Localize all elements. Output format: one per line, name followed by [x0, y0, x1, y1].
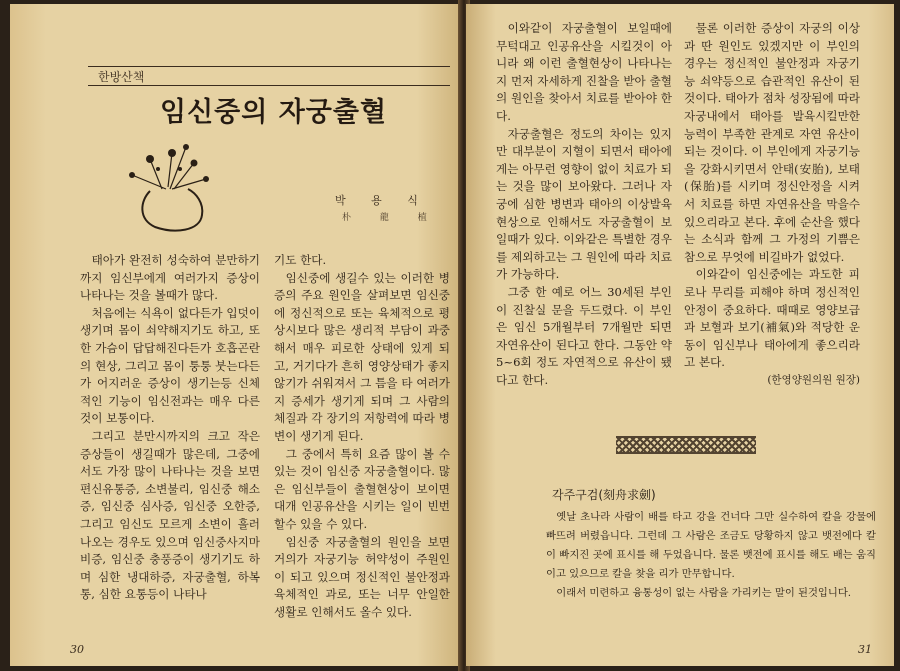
- paragraph: 옛날 초나라 사람이 배를 타고 강을 건너다 그만 실수하여 칼을 강물에 빠뜨려 버렸읍니다. 그런데 그 사람은 조금도 당황하지 않고 뱃전에다 칼이 빠지진 곳에 표시를 해 두었읍니다. 물론 뱃전에 표시를 해도 배는 움직이고 있으므로 칼을 찾을 리가 만무합니다.: [546, 511, 876, 580]
- paragraph: 그 중에서 특히 요즘 많이 볼 수 있는 것이 임신중 자궁출혈이다. 많은 임신부들이 출혈현상이 보이면 대개 인공유산을 시키는 일이 빈번할수 있을 수 있다.: [274, 446, 450, 531]
- decorative-divider: [616, 436, 756, 454]
- page-number: 31: [858, 643, 872, 656]
- sidebar-text: [546, 508, 876, 603]
- right-page: [466, 4, 894, 666]
- right-column-2: [684, 20, 860, 389]
- sidebar-title: 각주구검(刻舟求劍): [552, 488, 656, 502]
- paragraph: 이래서 미련하고 융통성이 없는 사람을 가리키는 말이 된것입니다.: [556, 587, 852, 599]
- author-name: 박 용 식: [335, 194, 429, 207]
- paragraph: 이와같이 자궁출혈이 보일때에 무턱대고 인공유산을 시킬것이 아니라 왜 이런 출혈현상이 나타나는지 먼저 자세하게 진찰을 받아 출혈의 원인을 찾아서 치료를 받아야 한다.: [496, 21, 672, 123]
- article-title: 임신중의 자궁출혈: [160, 97, 388, 128]
- paragraph: 이와같이 임신중에는 과도한 피로나 무리를 피해야 하며 정신적인 안정이 중요하다. 때때로 영양보급과 보혈과 보기(補氣)와 적당한 운동이 임신부나 태아에게 좋으리라고 본다.: [684, 267, 860, 370]
- paragraph: 그리고 분만시까지의 크고 작은 증상들이 생길때가 많은데, 그중에서도 가장 많이 나타나는 것을 보면 편신유통증, 소변불리, 임신중 해소증, 임신중 심사증, 임신중 오한증, 그리고 임신도 모르게 소변이 흘러나오는 경우도 있으며 임신중사지마비증, 임신중 충풍증이 생기기도 하며 심한 냉대하증, 자궁출혈, 하복통, 심한 요통등이 나타나: [80, 428, 260, 602]
- paragraph: 임신중에 생길수 있는 이러한 병증의 주요 원인을 살펴보면 임신중에 정신적으로 또는 육체적으로 평상시보다 많은 생리적 부담이 과중해서 매우 피로한 상태에 있게 되고, 거기다가 흔히 영양상태가 좋지 않기가 쉬워져서 그 틈을 타 여러가지 증세가 생기게 되며 그 사람의 체질과 각 장기의 저항력에 따라 병변이 생기게 된다.: [274, 270, 450, 443]
- page-number: 30: [70, 643, 84, 656]
- paragraph: 임신중 자궁출혈의 원인을 보면 거의가 자궁기능 허약성이 주원인이 되고 있으며 정신적인 불안정과 육체적인 과로, 또는 너무 안일한 생활로 인해서도 올수 있다.: [274, 534, 450, 619]
- paragraph: 기도 한다.: [274, 253, 327, 267]
- right-column-1: [496, 20, 672, 389]
- paragraph: 물론 이러한 증상이 자궁의 이상과 딴 원인도 있겠지만 이 부인의 경우는 정신적인 불안정과 자궁기능 쇠약등으로 습관적인 유산이 된것이다. 태아가 점차 성장됨에 따라 자궁내에서 태아를 발육시킬만한 능력이 부족한 관계로 자연 유산이 되는 것이다. 이 부인에게 자궁기능을 강화시키면서 안태(安胎), 보태(保胎)를 시키며 정신안정을 시켜서 치료를 하면 자연유산을 막을수 있으리라고 본다. 후에 순산을 했다는 소식과 함께 그 가정의 기쁨은 참으로 무엇에 비길바가 없었다.: [684, 21, 860, 264]
- paragraph: 처음에는 식욕이 없다든가 입덧이 생기며 몸이 쇠약해지기도 하고, 또한 가슴이 답답해진다든가 호흡곤란의 현상, 그리고 몸이 퉁퉁 붓는다든가 어지러운 증상이 생기는등 신체적인 기능이 임신전과는 매우 다른 것이 보통이다.: [80, 305, 260, 426]
- left-column-2: [274, 252, 450, 621]
- author-name-hanja: 朴 龍 植: [342, 213, 440, 223]
- paragraph: 자궁출혈은 정도의 차이는 있지만 대부분이 지혈이 되면서 태아에게는 아무런 영향이 없이 치료가 되는 것을 많이 보아왔다. 그러나 자궁에 심한 병변과 태아의 이상발육현상으로 인해서도 자궁출혈이 보일때가 있다. 이와같은 특별한 경우를 제외하고는 그 원인에 따라 치료가 가능하다.: [496, 126, 672, 282]
- left-page: [10, 4, 462, 666]
- section-label: 한방산책: [98, 70, 145, 84]
- paragraph: 태아가 완전히 성숙하여 분만하기까지 임신부에게 여러가지 증상이 나타나는 것을 볼때가 많다.: [80, 253, 260, 303]
- author-affiliation: (한영양원의원 원장): [767, 373, 860, 386]
- paragraph: 그중 한 예로 어느 30세된 부인이 진찰실 문을 두드렸다. 이 부인은 임신 5개월부터 7개월만 되면 자연유산이 된다고 한다. 그동안 약 5~6회 정도 자연적으로 유산이 됐다고 한다.: [496, 284, 672, 387]
- section-header: [88, 66, 450, 86]
- flower-vase-illustration: [110, 139, 240, 234]
- left-column-1: [80, 252, 260, 604]
